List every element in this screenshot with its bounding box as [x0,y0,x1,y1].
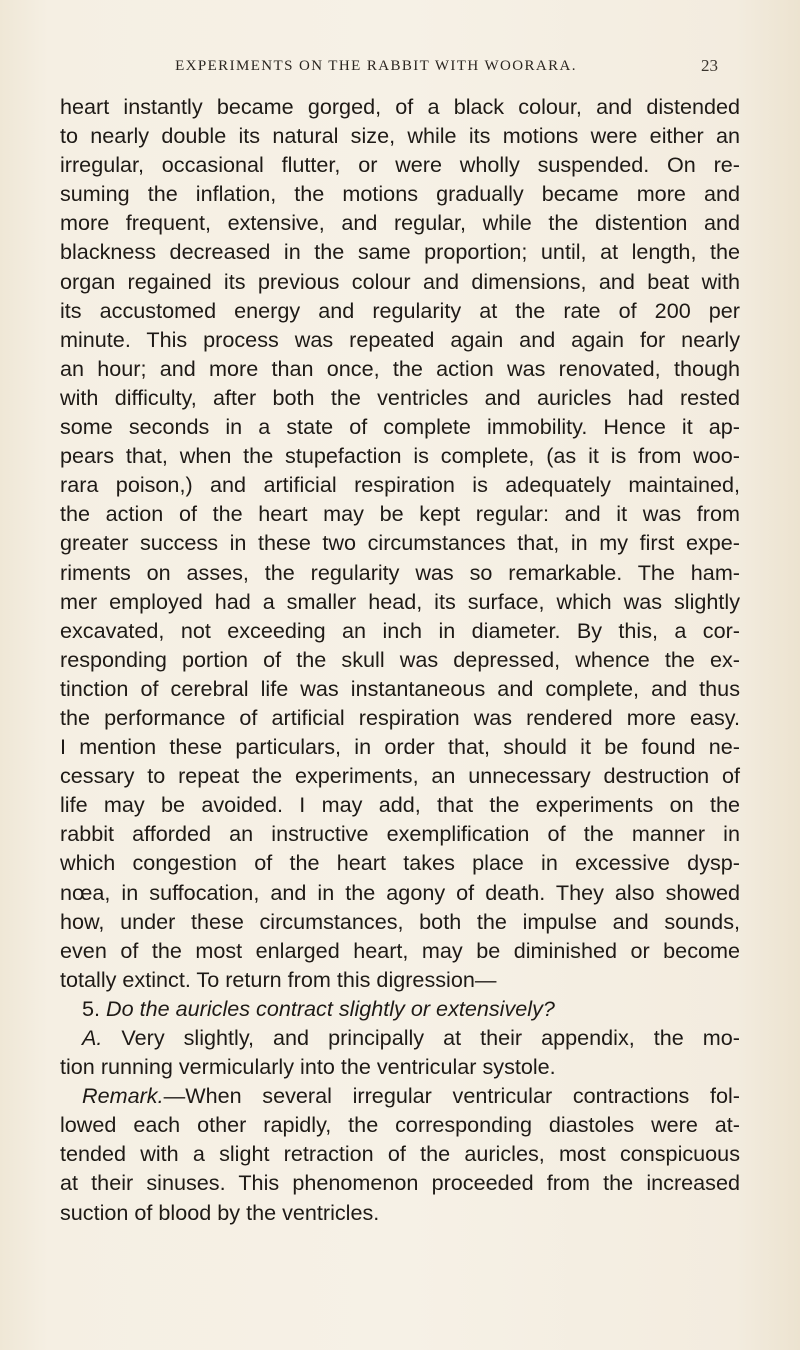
remark-text-start: —When several irregular ventricular contractions fol- [163,1083,740,1109]
text-line: organ regained its previous colour and dimensions, and beat with [60,268,740,294]
text-line: which congestion of the heart takes place in excessive dysp- [60,850,740,876]
text-line: to nearly double its natural size, while its motions were either an [60,123,740,149]
body-text [60,92,740,1227]
question-number: 5. [82,995,101,1021]
text-line: minute. This process was repeated again and again for nearly [60,326,740,352]
question-text: Do the auricles contract slightly or extensively? [106,995,555,1021]
text-line: even of the most enlarged heart, may be diminished or become [60,937,740,963]
text-line: with difficulty, after both the ventricles and auricles had rested [60,384,740,410]
answer-label: A. [82,1025,103,1050]
text-line: an hour; and more than once, the action was renovated, though [60,355,740,381]
text-line: how, under these circumstances, both the impulse and sounds, [60,908,740,934]
text-line: pears that, when the stupefaction is complete, (as it is from woo- [60,443,740,469]
text-line: mer employed had a smaller head, its surface, which was slightly [60,588,740,614]
text-line: blackness decreased in the same proportion; until, at length, the [60,239,740,265]
running-head: EXPERIMENTS ON THE RABBIT WITH WOORARA. [175,58,577,74]
text-line: totally extinct. To return from this digression— [60,966,497,992]
text-line: heart instantly became gorged, of a black colour, and distended [60,94,740,119]
remark-line: suction of blood by the ventricles. [60,1199,380,1225]
text-line: some seconds in a state of complete immobility. Hence it ap- [60,414,740,440]
text-line: more frequent, extensive, and regular, while the distention and [60,210,740,236]
text-line: irregular, occasional flutter, or were wholly suspended. On re- [60,152,740,178]
text-line: suming the inflation, the motions gradually became more and [60,181,740,207]
remark-line [60,1081,740,1110]
text-line: rara poison,) and artificial respiration is adequately maintained, [60,472,740,498]
answer-line [60,1023,740,1052]
text-line: responding portion of the skull was depressed, whence the ex- [60,646,740,672]
text-line: cessary to repeat the experiments, an unnecessary destruction of [60,763,740,789]
question-line [60,994,740,1023]
text-line: nœa, in suffocation, and in the agony of death. They also showed [60,879,740,905]
remark-label: Remark. [82,1083,164,1109]
remark-line: lowed each other rapidly, the corresponding diastoles were at- [60,1112,740,1138]
remark-line: at their sinuses. This phenomenon proceeded from the increased [60,1170,740,1196]
answer-line: tion running vermicularly into the ventricular systole. [60,1054,556,1080]
text-line: greater success in these two circumstances that, in my first expe- [60,530,740,556]
text-line: tinction of cerebral life was instantaneous and complete, and thus [60,675,740,701]
text-line: its accustomed energy and regularity at the rate of 200 per [60,297,740,323]
text-line: excavated, not exceeding an inch in diameter. By this, a cor- [60,617,740,643]
text-line: rabbit afforded an instructive exemplification of the manner in [60,821,740,847]
text-line: the performance of artificial respiration was rendered more easy. [60,704,740,730]
text-line: life may be avoided. I may add, that the experiments on the [60,792,740,818]
remark-line: tended with a slight retraction of the auricles, most conspicuous [60,1141,740,1167]
answer-text-start: Very slightly, and principally at their appendix, the mo- [121,1025,740,1050]
page-number: 23 [701,56,718,75]
text-line: riments on asses, the regularity was so remarkable. The ham- [60,559,740,585]
text-line: the action of the heart may be kept regular: and it was from [60,501,740,527]
text-line: I mention these particulars, in order that, should it be found ne- [60,734,740,760]
